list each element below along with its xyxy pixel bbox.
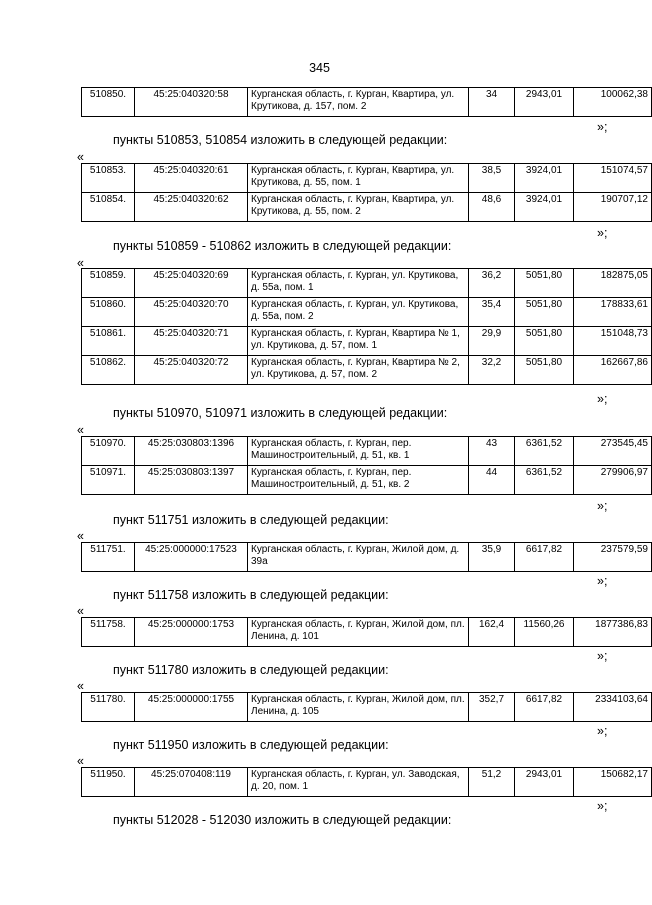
cell-cadastral: 45:25:040320:62 [135, 193, 248, 222]
closing-quote: »; [597, 392, 608, 406]
data-table [81, 617, 652, 647]
cell-total: 162667,86 [574, 356, 652, 385]
table-row [82, 298, 652, 327]
cell-number: 510850. [82, 88, 135, 117]
table-row [82, 269, 652, 298]
cell-number: 510853. [82, 164, 135, 193]
cell-total: 1877386,83 [574, 618, 652, 647]
cell-address: Курганская область, г. Курган, ул. Крутикова, д. 55а, пом. 2 [248, 298, 469, 327]
cell-area: 36,2 [469, 269, 515, 298]
cell-total: 100062,38 [574, 88, 652, 117]
cell-number: 510861. [82, 327, 135, 356]
closing-quote: »; [597, 574, 608, 588]
opening-quote: « [77, 529, 84, 543]
cell-price: 11560,26 [515, 618, 574, 647]
cell-cadastral: 45:25:040320:61 [135, 164, 248, 193]
cell-address: Курганская область, г. Курган, Жилой дом, пл. Ленина, д. 101 [248, 618, 469, 647]
opening-quote: « [77, 754, 84, 768]
data-table [81, 87, 652, 117]
instruction-text: пункты 510970, 510971 изложить в следующей редакции: [113, 406, 448, 420]
cell-address: Курганская область, г. Курган, Квартира, ул. Крутикова, д. 55, пом. 1 [248, 164, 469, 193]
opening-quote: « [77, 256, 84, 270]
table-row [82, 164, 652, 193]
cell-total: 151048,73 [574, 327, 652, 356]
table-row [82, 88, 652, 117]
cell-cadastral: 45:25:040320:72 [135, 356, 248, 385]
cell-number: 510862. [82, 356, 135, 385]
cell-total: 151074,57 [574, 164, 652, 193]
cell-price: 3924,01 [515, 164, 574, 193]
cell-cadastral: 45:25:040320:69 [135, 269, 248, 298]
cell-address: Курганская область, г. Курган, Жилой дом, д. 39а [248, 543, 469, 572]
table-row [82, 193, 652, 222]
opening-quote: « [77, 423, 84, 437]
cell-price: 2943,01 [515, 768, 574, 797]
cell-number: 510859. [82, 269, 135, 298]
cell-price: 6361,52 [515, 466, 574, 495]
cell-area: 38,5 [469, 164, 515, 193]
cell-address: Курганская область, г. Курган, пер. Машиностроительный, д. 51, кв. 1 [248, 437, 469, 466]
cell-area: 48,6 [469, 193, 515, 222]
data-table [81, 436, 652, 495]
cell-number: 510860. [82, 298, 135, 327]
cell-number: 511758. [82, 618, 135, 647]
cell-area: 35,4 [469, 298, 515, 327]
cell-price: 5051,80 [515, 298, 574, 327]
cell-area: 29,9 [469, 327, 515, 356]
cell-cadastral: 45:25:040320:70 [135, 298, 248, 327]
cell-total: 237579,59 [574, 543, 652, 572]
instruction-text: пункт 511758 изложить в следующей редакции: [113, 588, 389, 602]
data-table [81, 268, 652, 385]
cell-total: 150682,17 [574, 768, 652, 797]
opening-quote: « [77, 679, 84, 693]
data-table [81, 692, 652, 722]
instruction-text: пункты 510859 - 510862 изложить в следующей редакции: [113, 239, 452, 253]
cell-total: 2334103,64 [574, 693, 652, 722]
closing-quote: »; [597, 649, 608, 663]
cell-cadastral: 45:25:040320:58 [135, 88, 248, 117]
cell-total: 273545,45 [574, 437, 652, 466]
cell-price: 5051,80 [515, 356, 574, 385]
cell-cadastral: 45:25:030803:1397 [135, 466, 248, 495]
cell-cadastral: 45:25:000000:1755 [135, 693, 248, 722]
cell-price: 6617,82 [515, 693, 574, 722]
cell-number: 511780. [82, 693, 135, 722]
cell-price: 5051,80 [515, 327, 574, 356]
cell-price: 5051,80 [515, 269, 574, 298]
instruction-text: пункт 511751 изложить в следующей редакции: [113, 513, 389, 527]
cell-price: 6617,82 [515, 543, 574, 572]
cell-number: 511950. [82, 768, 135, 797]
cell-address: Курганская область, г. Курган, Жилой дом, пл. Ленина, д. 105 [248, 693, 469, 722]
table-row [82, 437, 652, 466]
cell-area: 35,9 [469, 543, 515, 572]
cell-cadastral: 45:25:000000:1753 [135, 618, 248, 647]
cell-area: 34 [469, 88, 515, 117]
data-table [81, 542, 652, 572]
cell-area: 51,2 [469, 768, 515, 797]
cell-address: Курганская область, г. Курган, Квартира, ул. Крутикова, д. 157, пом. 2 [248, 88, 469, 117]
cell-area: 44 [469, 466, 515, 495]
table-row [82, 327, 652, 356]
cell-total: 190707,12 [574, 193, 652, 222]
cell-address: Курганская область, г. Курган, ул. Крутикова, д. 55а, пом. 1 [248, 269, 469, 298]
table-row [82, 768, 652, 797]
cell-total: 279906,97 [574, 466, 652, 495]
cell-area: 32,2 [469, 356, 515, 385]
table-row [82, 543, 652, 572]
data-table [81, 767, 652, 797]
cell-address: Курганская область, г. Курган, Квартира № 1, ул. Крутикова, д. 57, пом. 1 [248, 327, 469, 356]
instruction-text: пункт 511780 изложить в следующей редакции: [113, 663, 389, 677]
cell-address: Курганская область, г. Курган, Квартира, ул. Крутикова, д. 55, пом. 2 [248, 193, 469, 222]
cell-price: 2943,01 [515, 88, 574, 117]
cell-cadastral: 45:25:040320:71 [135, 327, 248, 356]
cell-total: 178833,61 [574, 298, 652, 327]
table-row [82, 618, 652, 647]
cell-price: 6361,52 [515, 437, 574, 466]
table-row [82, 466, 652, 495]
cell-total: 182875,05 [574, 269, 652, 298]
page-number: 345 [309, 61, 330, 75]
cell-area: 43 [469, 437, 515, 466]
cell-address: Курганская область, г. Курган, Квартира № 2, ул. Крутикова, д. 57, пом. 2 [248, 356, 469, 385]
cell-address: Курганская область, г. Курган, ул. Заводская, д. 20, пом. 1 [248, 768, 469, 797]
cell-number: 510970. [82, 437, 135, 466]
closing-quote: »; [597, 120, 608, 134]
cell-number: 510854. [82, 193, 135, 222]
instruction-text: пункты 512028 - 512030 изложить в следующей редакции: [113, 813, 452, 827]
data-table [81, 163, 652, 222]
closing-quote: »; [597, 799, 608, 813]
cell-price: 3924,01 [515, 193, 574, 222]
cell-cadastral: 45:25:000000:17523 [135, 543, 248, 572]
cell-address: Курганская область, г. Курган, пер. Машиностроительный, д. 51, кв. 2 [248, 466, 469, 495]
cell-number: 510971. [82, 466, 135, 495]
table-row [82, 693, 652, 722]
closing-quote: »; [597, 499, 608, 513]
table-row [82, 356, 652, 385]
closing-quote: »; [597, 226, 608, 240]
cell-area: 162,4 [469, 618, 515, 647]
instruction-text: пункт 511950 изложить в следующей редакции: [113, 738, 389, 752]
opening-quote: « [77, 150, 84, 164]
instruction-text: пункты 510853, 510854 изложить в следующей редакции: [113, 133, 448, 147]
closing-quote: »; [597, 724, 608, 738]
cell-number: 511751. [82, 543, 135, 572]
cell-area: 352,7 [469, 693, 515, 722]
opening-quote: « [77, 604, 84, 618]
cell-cadastral: 45:25:070408:119 [135, 768, 248, 797]
cell-cadastral: 45:25:030803:1396 [135, 437, 248, 466]
